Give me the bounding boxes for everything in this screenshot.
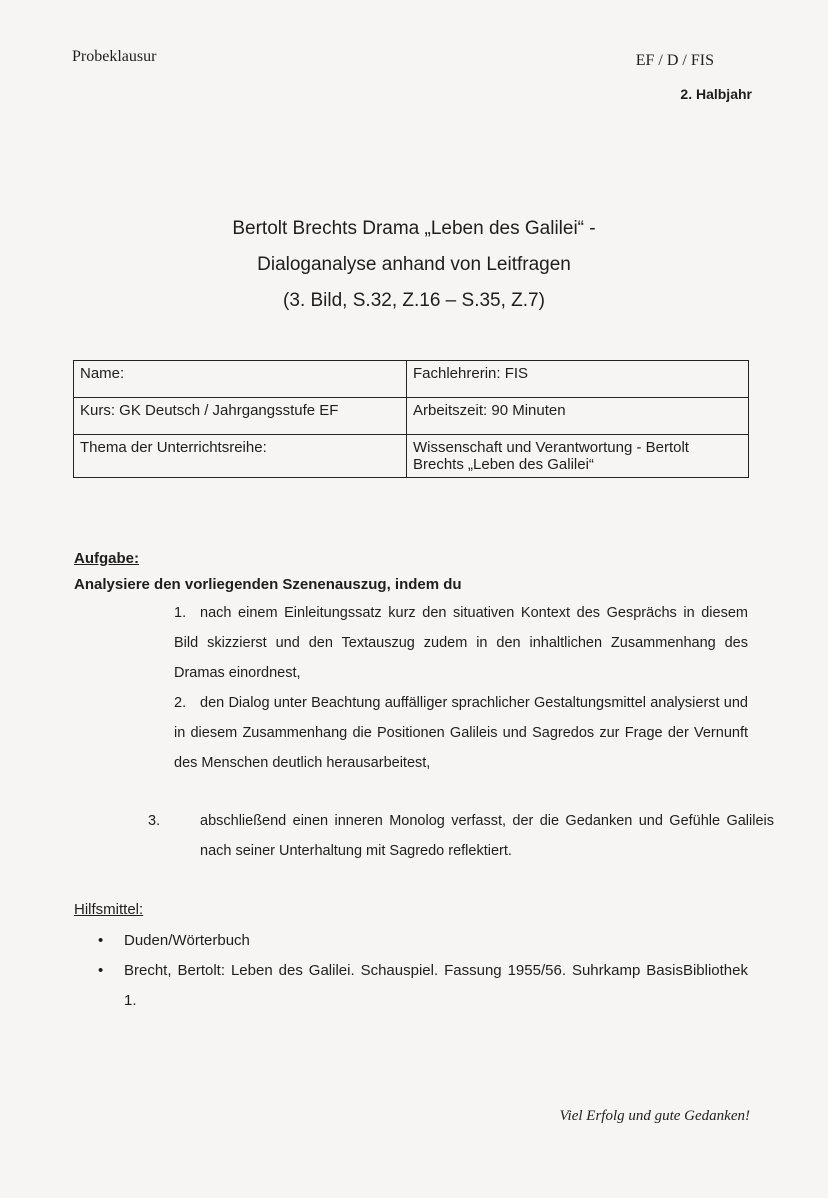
aids-heading: Hilfsmittel: (74, 901, 144, 918)
header-semester: 2. Halbjahr (680, 86, 752, 102)
title-line-3: (3. Bild, S.32, Z.16 – S.35, Z.7) (283, 290, 545, 311)
info-table (73, 360, 749, 478)
topic-value-cell: Wissenschaft und Verantwortung - Bertolt Brechts „Leben des Galilei“ (407, 435, 749, 478)
course-cell: Kurs: GK Deutsch / Jahrgangsstufe EF (74, 398, 407, 435)
header-course-code: EF / D / FIS (635, 52, 714, 69)
time-cell: Arbeitszeit: 90 Minuten (407, 398, 749, 435)
task-heading: Aufgabe: (74, 550, 139, 567)
teacher-cell: Fachlehrerin: FIS (407, 361, 749, 398)
task-item-text: den Dialog unter Beachtung auffälliger sprachlicher Gestaltungsmittel analysierst und in diesem Zusammenhang die Positionen Galileis und Sagredos zur Frage der Vernunft des Menschen deutlich herausarbeitest, (174, 695, 748, 771)
task-item-text: abschließend einen inneren Monolog verfasst, der die Gedanken und Gefühle Galileis nach seiner Unterhaltung mit Sagredo reflektiert. (200, 813, 774, 859)
title-line-1: Bertolt Brechts Drama „Leben des Galilei“ - (232, 218, 596, 239)
bullet-icon: • (98, 962, 104, 979)
task-item-text: nach einem Einleitungssatz kurz den situativen Kontext des Gesprächs in diesem Bild skizzierst und den Textauszug zudem in den inhaltlichen Zusammenhang des Dramas einordnest, (174, 605, 748, 681)
task-item-number: 3. (148, 813, 161, 829)
task-item-number: 2. (174, 695, 187, 711)
aids-list (98, 926, 748, 1016)
name-cell: Name: (74, 361, 407, 398)
task-instruction: Analysiere den vorliegenden Szenenauszug, indem du (74, 576, 462, 593)
aid-text: Duden/Wörterbuch (124, 932, 250, 949)
task-item-1 (174, 598, 748, 688)
task-item-3 (148, 806, 774, 866)
bullet-icon: • (98, 932, 104, 949)
topic-label-cell: Thema der Unterrichtsreihe: (74, 435, 407, 478)
title-line-2: Dialoganalyse anhand von Leitfragen (257, 254, 571, 275)
task-item-number: 1. (174, 605, 187, 621)
aid-text: Brecht, Bertolt: Leben des Galilei. Schauspiel. Fassung 1955/56. Suhrkamp BasisBibliothek 1. (124, 962, 748, 1009)
list-item (98, 926, 748, 956)
header-exam-type: Probeklausur (72, 48, 157, 65)
closing-note: Viel Erfolg und gute Gedanken! (559, 1108, 750, 1124)
list-item (98, 956, 748, 1016)
task-item-2 (174, 688, 748, 778)
